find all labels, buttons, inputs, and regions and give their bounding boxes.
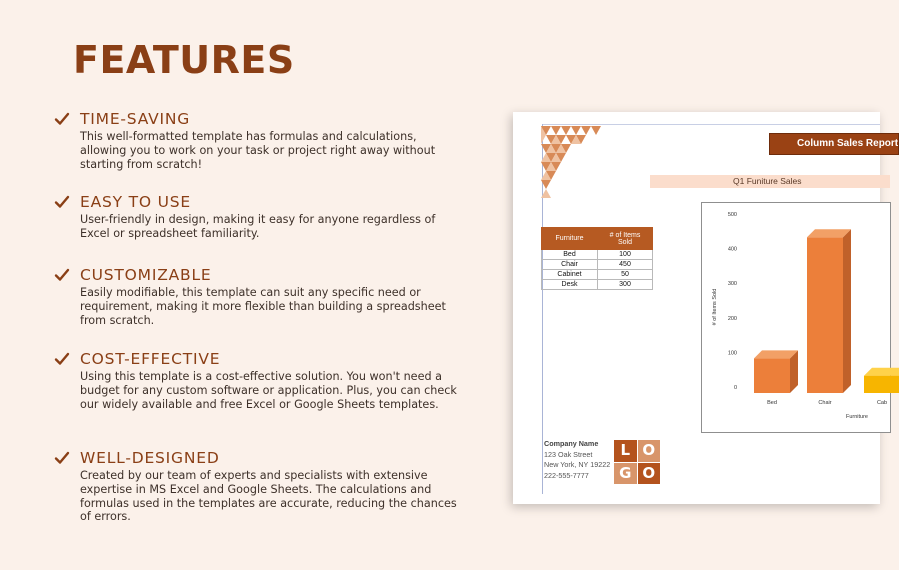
y-tick-label: 500 [727,212,737,218]
feature-description: This well-formatted template has formulas and calculations, allowing you to work on your task or project right away without starting from scratch! [80,130,436,171]
column-chart [701,202,891,433]
feature-title: WELL-DESIGNED [80,449,220,467]
feature-title: TIME-SAVING [80,110,191,128]
table-cell: 100 [598,250,653,260]
chart-canvas [702,203,892,434]
y-axis-label: # of Items Sold [712,288,718,326]
table-row [542,250,653,260]
feature-title: EASY TO USE [80,193,192,211]
table-row [542,280,653,290]
feature-item [54,350,464,411]
checkmark-icon [54,111,70,127]
checkmark-icon [54,450,70,466]
table-cell: Chair [542,260,598,270]
feature-item [54,449,464,524]
bar-side [843,229,851,393]
feature-description: Easily modifiable, this template can suit any specific need or requirement, making it more flexible than building a spreadsheet from scratch. [80,286,446,327]
report-title: Column Sales Report [769,133,899,155]
table-header: # of Items Sold [598,228,653,250]
logo-letter: G [614,463,637,485]
table-cell: Desk [542,280,598,290]
y-tick-label: 200 [727,315,737,322]
table-header: Furniture [542,228,598,250]
table-row [542,260,653,270]
chart-caption: Q1 Funiture Sales [650,175,890,188]
bar-top [864,368,899,376]
features-heading: FEATURES [73,38,295,82]
checkmark-icon [54,194,70,210]
table-cell: Bed [542,250,598,260]
x-tick-label: Chair [818,400,832,406]
bar [754,358,790,393]
logo [614,440,660,484]
y-tick-label: 0 [733,385,737,391]
company-street: 123 Oak Street [544,449,593,459]
feature-item [54,193,464,241]
feature-description: User-friendly in design, making it easy for anyone regardless of Excel or spreadsheet familiarity. [80,213,436,240]
bar [807,237,843,393]
feature-title: CUSTOMIZABLE [80,266,212,284]
y-tick-label: 300 [727,281,737,288]
bar [864,376,899,393]
y-tick-label: 100 [727,350,737,357]
feature-description: Created by our team of experts and specialists with extensive expertise in MS Excel and Google Sheets. The calculations and formulas used in the templates are accurate, reducing the chances of errors. [80,469,457,524]
sheet-gridline [542,124,880,125]
company-name: Company Name [544,439,599,448]
feature-description: Using this template is a cost-effective solution. You won't need a budget for any custom software or application. Plus, you can check our widely available and free Excel or Google Sheets templates. [80,370,457,411]
spreadsheet-preview [513,112,899,504]
feature-item [54,266,464,327]
company-city: New York, NY 19222 [544,460,611,470]
x-axis-label: Furniture [845,414,869,420]
company-info [544,439,610,481]
logo-letter: O [638,463,661,485]
checkmark-icon [54,351,70,367]
sales-table [541,227,653,290]
x-tick-label: Bed [767,400,777,406]
feature-item [54,110,464,171]
feature-title: COST-EFFECTIVE [80,350,221,368]
table-cell: Cabinet [542,270,598,280]
logo-letter: O [638,440,661,462]
logo-letter: L [614,440,637,462]
triangle-pattern-decoration [541,126,605,202]
x-tick-label: Cab [876,400,888,406]
company-phone: 222-555-7777 [544,470,589,480]
y-tick-label: 400 [727,246,737,253]
table-cell: 450 [598,260,653,270]
table-cell: 50 [598,270,653,280]
table-cell: 300 [598,280,653,290]
checkmark-icon [54,267,70,283]
table-row [542,270,653,280]
